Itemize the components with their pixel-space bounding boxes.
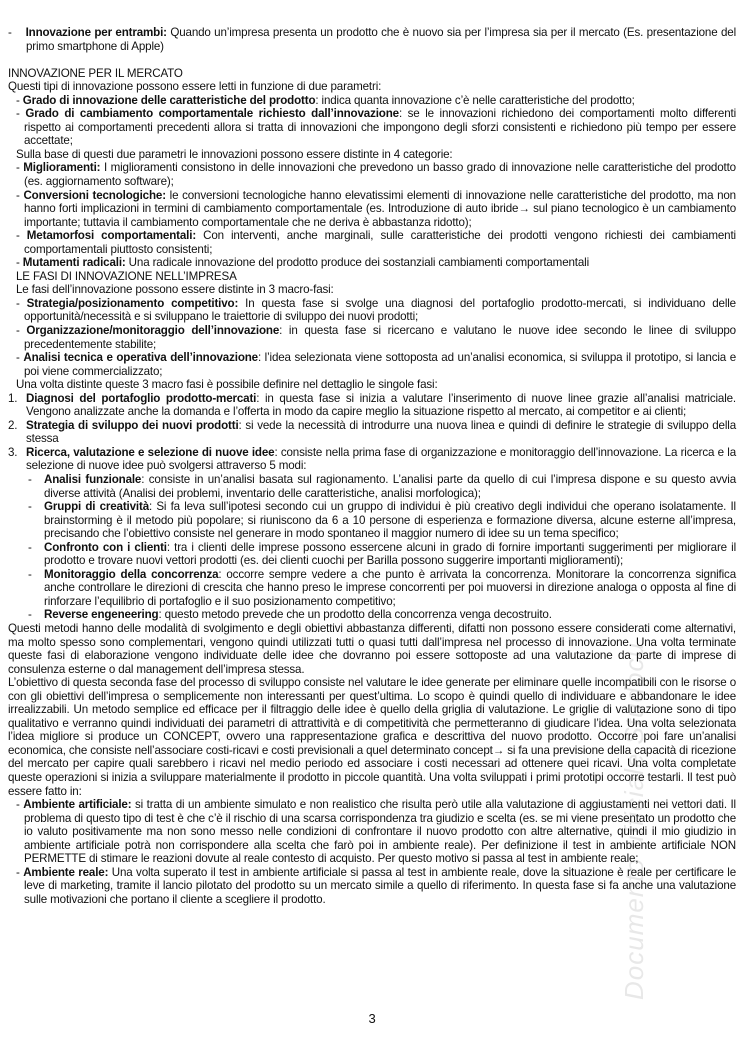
section-heading: INNOVAZIONE PER IL MERCATO [8, 66, 183, 80]
item-text: I miglioramenti consistono in delle innovazioni che prevedono un basso grado di innovazione nelle caratteristiche del prodotto (es. aggiornamento software); [24, 161, 736, 188]
item-title: Grado di cambiamento comportamentale richiesto dall’innovazione [25, 107, 399, 121]
mode-item: - Confronto con i clienti: tra i clienti delle imprese possono essercene alcuni in grado di fornire importanti suggerimenti per migliorare il prodotto e trovare nuovi vettori prodotti (es. dei clienti cuochi per Barilla possono suggerire importanti miglioramenti); [28, 540, 736, 568]
macro-phase-item: - Strategia/posizionamento competitivo: In questa fase si svolge una diagnosi del portafoglio prodotto-mercati, si individuano delle opportunità/necessità e si sviluppano le traiettorie di sviluppo dei nuovi prodotti; [16, 296, 736, 324]
item-title: Mutamenti radicali: [22, 256, 126, 270]
item-title: Innovazione per entrambi: [25, 26, 167, 39]
mode-item: - Gruppi di creatività: Si fa leva sull’ipotesi secondo cui un gruppo di individui è più creativo degli individui che operano isolatamente. Il brainstorming è il metodo più popolare; si riuniscono da 6 a 10 persone di esperienza e formazione diversa, alcune esterne all’impresa, precisando che l’obiettivo consiste nel generare in modo spontaneo il maggior numero di idee su un tema specifico; [28, 500, 736, 541]
item-text: : consiste in un’analisi basata sul ragionamento. L’analisi parte da quello di cui l’impresa dispone e su questo avvia diverse attività (Analisi dei problemi, inventario delle caratteristiche, analisi morfologica); [44, 473, 736, 500]
item-number: 1. [8, 391, 18, 405]
item-title: Diagnosi del portafoglio prodotto-mercati [26, 391, 257, 405]
item-number: 3. [8, 445, 18, 459]
item-text: Con interventi, anche marginali, sulle caratteristiche dei prodotti vengono richiesti dei cambiamenti comportamentali piuttosto consistenti; [24, 229, 736, 256]
item-title: Strategia/posizionamento competitivo: [26, 296, 239, 310]
document-page [8, 26, 736, 907]
categories-intro: Sulla base di questi due parametri le innovazioni possono essere distinte in 4 categorie: [16, 147, 453, 161]
item-title: Analisi tecnica e operativa dell’innovazione [23, 351, 258, 365]
parameter-item: - Grado di innovazione delle caratteristiche del prodotto: indica quanta innovazione c’è nelle caratteristiche del prodotto; [16, 93, 635, 107]
item-title: Ricerca, valutazione e selezione di nuove idee [26, 445, 275, 459]
test-item: - Ambiente artificiale: si tratta di un ambiente simulato e non realistico che risulta però utile alla valutazione di aggiustamenti nei vettori dati. Il problema di questo tipo di test è che c’è il rischio di una scarsa corrispondenza tra giudizio e scelta (es. se mi viene presentato un prodotto che io valuto positivamente ma non sono messo nelle condizioni di confrontare il nuovo prodotto con altre alternative, quindi il mio giudizio in ambiente artificiale potrà non corrispondere alla scelta che farò poi in ambiente reale). Per definizione il test in ambiente artificiale NON PERMETTE di stimare le reazioni dovute al reale contesto di acquisto. Per questo motivo si passa al test in ambiente reale; [16, 798, 736, 866]
item-text: : occorre sempre vedere a che punto è arrivata la concorrenza. Monitorare la concorrenza significa anche controllare le direzioni di crescita che hanno preso le imprese concorrenti per poi muoversi in direzione analoga o opposta al fine di rinforzare l’equilibrio di portafoglio e il suo posizionamento competitivo; [44, 567, 736, 608]
item-title: Monitoraggio della concorrenza [44, 567, 219, 581]
item-text: Quando un’impresa presenta un prodotto che è nuovo sia per l’impresa sia per il mercato (Es. presentazione del primo smartphone di Apple) [26, 26, 736, 53]
item-text: Una radicale innovazione del prodotto produce dei sostanziali cambiamenti comportamentali [125, 256, 590, 270]
item-title: Ambiente artificiale: [23, 798, 132, 812]
item-title: Metamorfosi comportamentali: [26, 229, 197, 243]
item-text: : in questa fase si inizia a valutare l’inserimento di nuove linee grazie all’analisi matriciale. Vengono analizzate anche la domanda e l’offerta in modo da capire meglio la situazione rispetto al mercato, ai competitor e ai clienti; [26, 391, 736, 419]
macro-phase-item: - Organizzazione/monitoraggio dell’innovazione: in questa fase si ricercano e valutano le nuove idee secondo le linee di sviluppo precedentemente stabilite; [16, 323, 736, 351]
item-title: Analisi funzionale [44, 473, 142, 486]
test-item: - Ambiente reale: Una volta superato il test in ambiente artificiale si passa al test in ambiente reale, dove la situazione è reale per certificare le leve di marketing, tramite il lancio pilotato del prodotto su un mercato simile a quello di riferimento. In questa fase si fa anche una valutazione sulle motivazioni che portano il cliente a scegliere il prodotto. [16, 865, 736, 906]
item-title: Miglioramenti: [23, 161, 101, 175]
item-title: Conversioni tecnologiche: [23, 188, 166, 202]
watermark: Documento ufficiale Studocu [619, 642, 649, 1000]
top-item: - Innovazione per entrambi: Quando un’impresa presenta un prodotto che è nuovo sia per l’impresa sia per il mercato (Es. presentazione del primo smartphone di Apple) [8, 26, 736, 53]
item-text: : si vede la necessità di introdurre una nuova linea e quindi di definire le strategie di sviluppo della stessa [26, 418, 736, 446]
item-text: : se le innovazioni richiedono dei comportamenti molto differenti rispetto ai comportamenti precedenti allora si tratta di innovazioni che impongono degli sforzi consistenti e richiedono più tempo per essere accettate; [24, 107, 736, 148]
item-title: Strategia di sviluppo dei nuovi prodotti [26, 418, 239, 432]
item-title: Confronto con i clienti [44, 540, 167, 554]
item-text: : indica quanta innovazione c’è nelle caratteristiche del prodotto; [315, 93, 635, 107]
item-title: Ambiente reale: [23, 865, 109, 879]
category-item: - Miglioramenti: I miglioramenti consistono in delle innovazioni che prevedono un basso grado di innovazione nelle caratteristiche del prodotto (es. aggiornamento software); [16, 161, 736, 188]
category-item: - Conversioni tecnologiche: le conversioni tecnologiche hanno elevatissimi elementi di innovazione nelle caratteristiche del prodotto, ma non hanno forti implicazioni in termini di cambiamento comportamentale (es. Introduzione di auto ibride→ sul piano tecnologico è un cambiamento importante; tuttavia il cambiamento comportamentale che ne deriva è abbastanza ridotto); [16, 188, 736, 229]
item-text: In questa fase si svolge una diagnosi del portafoglio prodotto-mercati, si individuano delle opportunità/necessità e si sviluppano le traiettorie di sviluppo dei nuovi prodotti; [24, 296, 736, 324]
item-text: : tra i clienti delle imprese possono essercene alcuni in grado di fornire importanti suggerimenti per migliorare il prodotto e trovare nuovi vettori prodotti (es. dei clienti cuochi per Barilla possono suggerire importanti miglioramenti); [44, 540, 736, 568]
phase-item [8, 446, 736, 473]
section-heading: LE FASI DI INNOVAZIONE NELL’IMPRESA [16, 269, 237, 283]
item-text: si tratta di un ambiente simulato e non realistico che risulta però utile alla valutazione di aggiustamenti nei vettori dati. Il problema di questo tipo di test è che c’è il rischio di una scarsa corrispondenza tra giudizio e scelta (es. se mi viene presentato un prodotto che io valuto positivamente ma non sono messo nelle condizioni di confrontare il nuovo prodotto con altre alternative, quindi il mio giudizio in ambiente artificiale potrà non corrispondere alla scelta che farò poi in ambiente reale). Per definizione il test in ambiente artificiale NON PERMETTE di stimare le reazioni dovute al reale contesto di acquisto. Per questo motivo si passa al test in ambiente reale; [24, 798, 736, 866]
phase-item [8, 392, 736, 419]
item-text: le conversioni tecnologiche hanno elevatissimi elementi di innovazione nelle caratteristiche del prodotto, ma non hanno forti implicazioni in termini di cambiamento comportamentale (es. Introduzione di auto ibride→ sul piano tecnologico è un cambiamento importante; tuttavia il cambiamento comportamentale che ne deriva è abbastanza ridotto); [24, 188, 736, 229]
item-title: Gruppi di creatività [44, 500, 150, 514]
section-intro: Le fasi dell’innovazione possono essere distinte in 3 macro-fasi: [16, 283, 334, 297]
mode-item: - Reverse engeneering: questo metodo prevede che un prodotto della concorrenza venga decostruito. [28, 608, 552, 622]
body-paragraph: L’obiettivo di questa seconda fase del processo di sviluppo consiste nel valutare le idee generate per eliminare quelle incompatibili con le risorse o con gli obiettivi dell’impresa o semplicemente non interessanti per quest’ultima. Lo scopo è quindi quello di individuare e abbandonare le idee irrealizzabili. Un metodo semplice ed efficace per il filtraggio delle idee è quello della griglia di valutazione. Le griglie di valutazione sono di tipo qualitativo e verranno quindi individuati dei parametri di attrattività e di competitività che permetteranno di giudicare l’idea. Una volta selezionata l’idea migliore si produce un CONCEPT, ovvero una rappresentazione grafica e descrittiva del nuovo prodotto. Occorre poi fare un’analisi economica, che consiste nell’associare costi-ricavi e costi previsionali a quel determinato concept→ si fa una previsione della capacità di ricezione del mercato per capire quali sarebbero i ricavi nel medio periodo ed associare i costi necessari ad ottenere quei ricavi. Una volta completate queste operazioni si inizia a sviluppare materialmente il prodotto in piccole quantità. Una volta sviluppati i primi prototipi occorre testarli. Il test può essere fatto in: [8, 676, 736, 798]
item-text: Una volta superato il test in ambiente artificiale si passa al test in ambiente reale, dove la situazione è reale per certificare le leve di marketing, tramite il lancio pilotato del prodotto su un mercato simile a quello di riferimento. In questa fase si fa anche una valutazione sulle motivazioni che portano il cliente a scegliere il prodotto. [24, 865, 736, 906]
item-title: Organizzazione/monitoraggio dell’innovazione [26, 323, 280, 337]
parameter-item: - Grado di cambiamento comportamentale richiesto dall’innovazione: se le innovazioni richiedono dei comportamenti molto differenti rispetto ai comportamenti precedenti allora si tratta di innovazioni che impongono degli sforzi consistenti e richiedono più tempo per essere accettate; [16, 107, 736, 148]
macro-phase-item: - Analisi tecnica e operativa dell’innovazione: l’idea selezionata viene sottoposta ad un’analisi economica, si sviluppa il prototipo, si lancia e poi viene commercializzato; [16, 351, 736, 378]
item-text: : l’idea selezionata viene sottoposta ad un’analisi economica, si sviluppa il prototipo, si lancia e poi viene commercializzato; [24, 351, 736, 378]
item-title: Grado di innovazione delle caratteristiche del prodotto [22, 93, 316, 107]
item-number: 2. [8, 418, 18, 432]
item-title: Reverse engeneering [44, 608, 159, 622]
item-text: : questo metodo prevede che un prodotto della concorrenza venga decostruito. [158, 608, 552, 622]
category-item: - Metamorfosi comportamentali: Con interventi, anche marginali, sulle caratteristiche dei prodotti vengono richiesti dei cambiamenti comportamentali piuttosto consistenti; [16, 229, 736, 256]
page-number: 3 [368, 1011, 376, 1026]
item-text: : consiste nella prima fase di organizzazione e monitoraggio dell’innovazione. La ricerca e la selezione di nuove idee può svolgersi attraverso 5 modi: [26, 445, 736, 473]
item-text: : Si fa leva sull’ipotesi secondo cui un gruppo di individui è più creativo degli individui che operano isolatamente. Il brainstorming è il metodo più popolare; si riuniscono da 6 a 10 persone di esperienza e formazione diversa, alcune esterne all’impresa, precisando che l’obiettivo consiste nel generare in modo spontaneo il maggior numero di idee su un tema specifico; [44, 500, 736, 541]
body-paragraph: Questi metodi hanno delle modalità di svolgimento e degli obiettivi abbastanza differenti, difatti non possono essere considerati come alternativi, ma molto spesso sono complementari, vengono quindi utilizzati tutti o quasi tutti dall’impresa nel processo di innovazione. Una volta terminate queste fasi di elaborazione vengono individuate delle idee che dovranno poi essere sottoposte ad una valutazione da parte di imprese di consulenza esterne o dal management dell’impresa stessa. [8, 622, 736, 676]
mode-item: - Analisi funzionale: consiste in un’analisi basata sul ragionamento. L’analisi parte da quello di cui l’impresa dispone e su questo avvia diverse attività (Analisi dei problemi, inventario delle caratteristiche, analisi morfologica); [28, 473, 736, 500]
section-intro: Questi tipi di innovazione possono essere letti in funzione di due parametri: [8, 80, 382, 94]
phase-item [8, 419, 736, 446]
item-text: : in questa fase si ricercano e valutano le nuove idee secondo le linee di sviluppo precedentemente stabilite; [24, 323, 736, 351]
mode-item: - Monitoraggio della concorrenza: occorre sempre vedere a che punto è arrivata la concorrenza. Monitorare la concorrenza significa anche controllare le direzioni di crescita che hanno preso le imprese concorrenti per poi muoversi in direzione analoga o opposta al fine di rinforzare l’equilibrio di portafoglio e il suo posizionamento competitivo; [28, 567, 736, 608]
detail-intro: Una volta distinte queste 3 macro fasi è possibile definire nel dettaglio le singole fasi: [16, 378, 438, 392]
category-item: - Mutamenti radicali: Una radicale innovazione del prodotto produce dei sostanziali cambiamenti comportamentali [16, 256, 590, 270]
